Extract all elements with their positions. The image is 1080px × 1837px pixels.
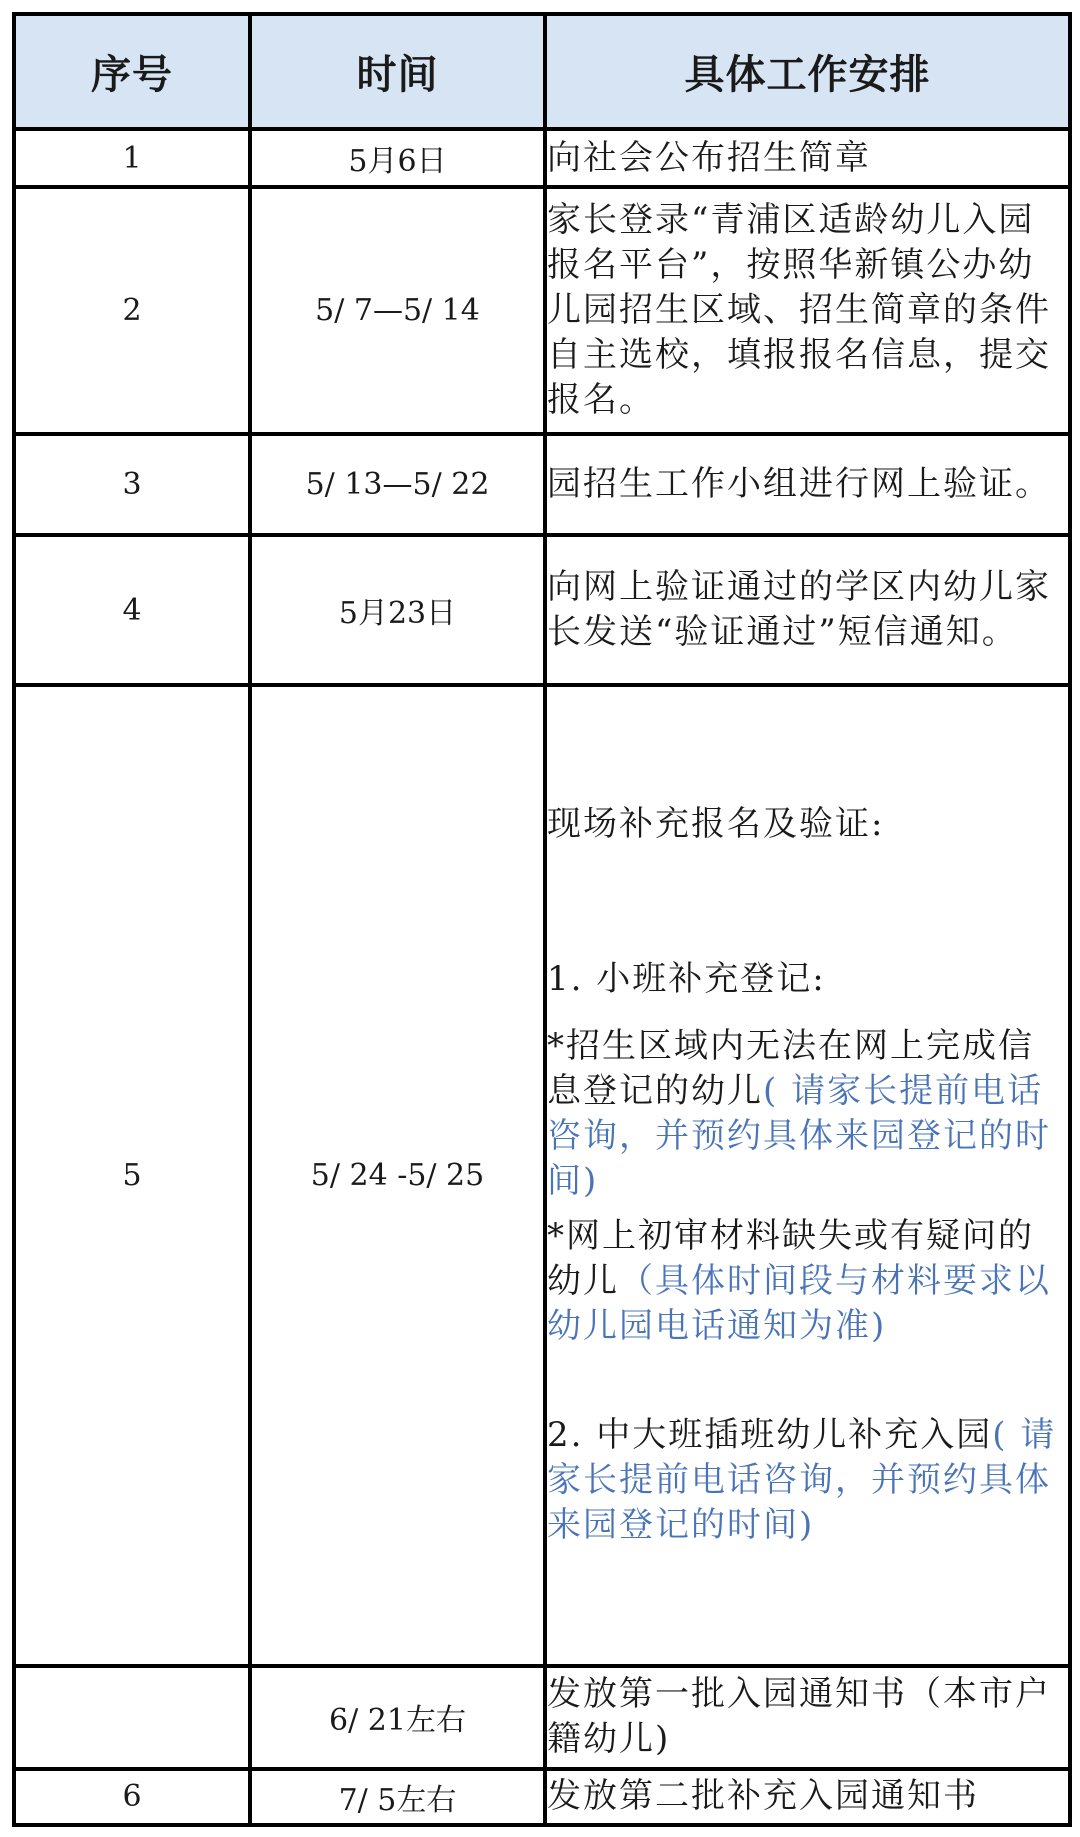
- spacer: [547, 1349, 1068, 1413]
- row-plan: 园招生工作小组进行网上验证。: [545, 434, 1070, 535]
- spacer: [547, 847, 1068, 957]
- item1-b: [547, 1214, 1068, 1349]
- table-row: [14, 1666, 1070, 1769]
- row-seq: 3: [14, 434, 250, 535]
- row-time: 7/ 5左右: [250, 1769, 545, 1825]
- item2-note: ( 请家长提前电话咨询，并预约具体来园登记的时间): [547, 1415, 1057, 1546]
- item2-title: 2. 中大班插班幼儿补充入园: [547, 1415, 993, 1456]
- table-row: [14, 1769, 1070, 1825]
- header-row: [14, 14, 1070, 129]
- item1-b-note: （具体时间段与材料要求以幼儿园电话通知为准): [547, 1261, 1051, 1347]
- row-seq: 6: [14, 1769, 250, 1825]
- row-seq: 2: [14, 187, 250, 434]
- table-row: [14, 434, 1070, 535]
- row-plan: 家长登录“青浦区适龄幼儿入园报名平台”，按照华新镇公办幼儿园招生区域、招生简章的条件自主选校，填报报名信息，提交报名。: [545, 187, 1070, 434]
- row-time: 5月6日: [250, 129, 545, 187]
- row-plan: 发放第一批入园通知书（本市户籍幼儿): [545, 1666, 1070, 1769]
- item1-a-note: ( 请家长提前电话咨询，并预约具体来园登记的时间): [547, 1071, 1051, 1202]
- row-time: 6/ 21左右: [250, 1666, 545, 1769]
- header-plan: 具体工作安排: [545, 14, 1070, 129]
- item1-title: 1. 小班补充登记:: [547, 959, 826, 1000]
- row-seq: 4: [14, 535, 250, 685]
- row-time: 5/ 24 -5/ 25: [250, 685, 545, 1665]
- intro-text: 现场补充报名及验证:: [547, 804, 885, 845]
- row-plan: 向网上验证通过的学区内幼儿家长发送“验证通过”短信通知。: [545, 535, 1070, 685]
- schedule-table: [12, 12, 1072, 1827]
- row-time: 5/ 7—5/ 14: [250, 187, 545, 434]
- schedule-sheet: [12, 12, 1068, 1827]
- row-plan: 向社会公布招生简章: [545, 129, 1070, 187]
- row-seq: 5: [14, 685, 250, 1665]
- item1-a: [547, 1024, 1068, 1204]
- item1-a-text: *招生区域内无法在网上完成信息登记的幼儿: [547, 1026, 1034, 1112]
- header-seq: 序号: [14, 14, 250, 129]
- spacer: [547, 1204, 1068, 1214]
- row-seq: 1: [14, 129, 250, 187]
- item2: [547, 1413, 1068, 1548]
- row-time: 5月23日: [250, 535, 545, 685]
- table-row: [14, 535, 1070, 685]
- table-row: [14, 129, 1070, 187]
- spacer: [547, 1002, 1068, 1024]
- row-seq: [14, 1666, 250, 1769]
- row-time: 5/ 13—5/ 22: [250, 434, 545, 535]
- item1-b-text: *网上初审材料缺失或有疑问的幼儿: [547, 1216, 1034, 1302]
- table-row: [14, 685, 1070, 1665]
- row-plan-details: [545, 685, 1070, 1665]
- row-plan: 发放第二批补充入园通知书: [545, 1769, 1070, 1825]
- header-time: 时间: [250, 14, 545, 129]
- table-row: [14, 187, 1070, 434]
